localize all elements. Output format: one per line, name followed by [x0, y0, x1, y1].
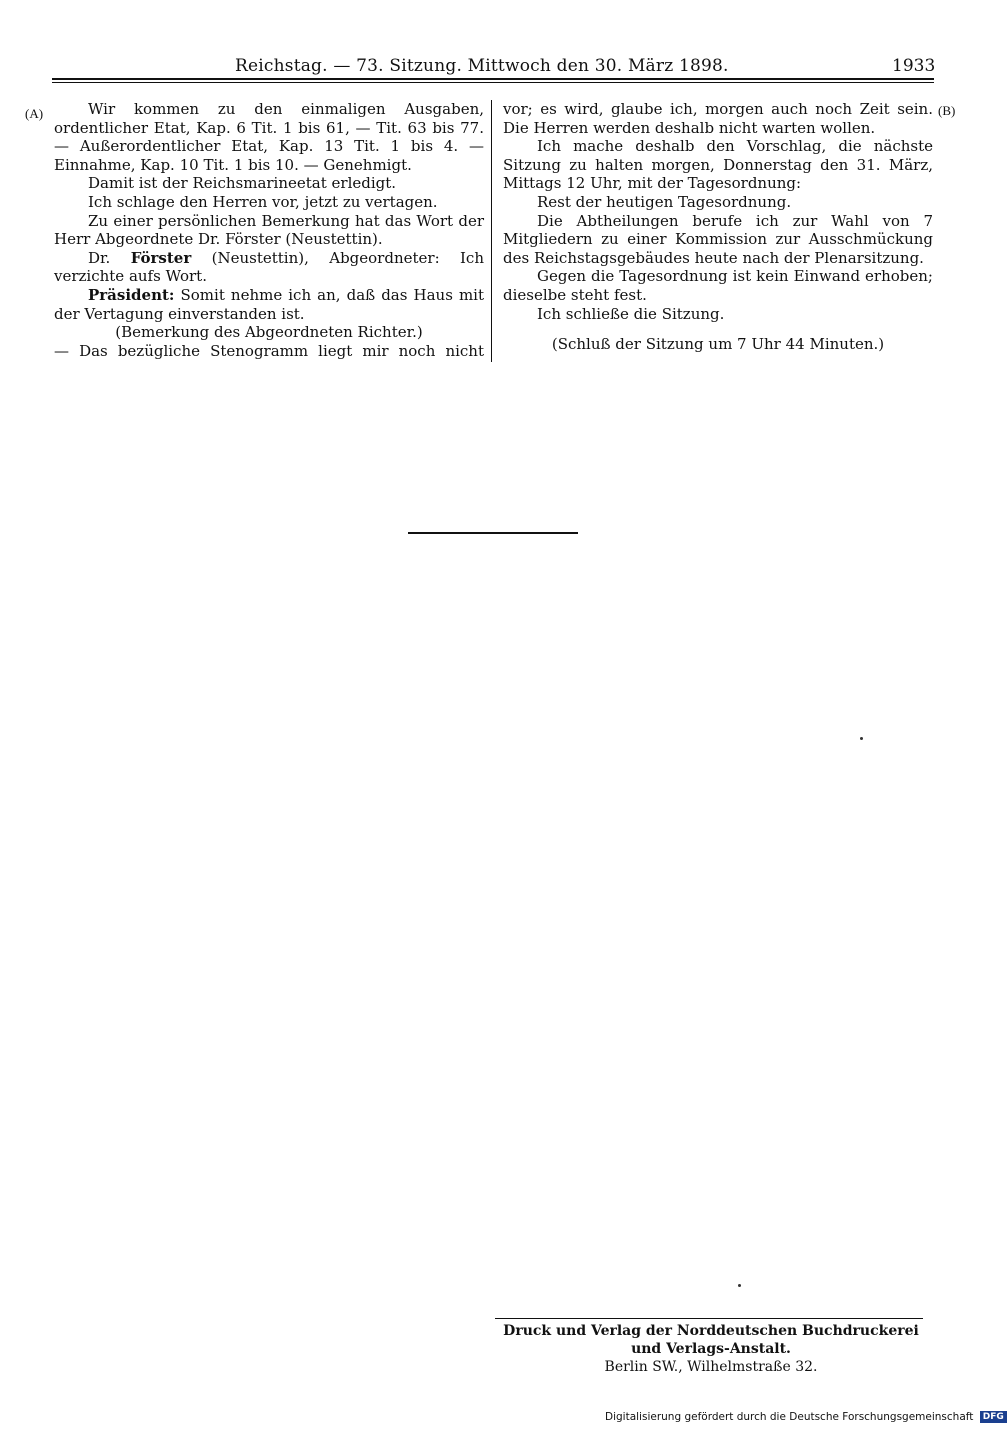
paragraph: Gegen die Tagesordnung ist kein Einwand erhoben; dieselbe steht fest. [503, 267, 933, 304]
paragraph: — Das bezügliche Stenogramm liegt mir noch nicht [54, 341, 484, 360]
page-number: 1933 [892, 56, 936, 76]
printer-imprint [495, 1322, 927, 1376]
paragraph: Wir kommen zu den einmaligen Ausgaben, ordentlicher Etat, Kap. 6 Tit. 1 bis 61, — Tit. 63 bis 77. — Außerordentlicher Etat, Kap. 13 Tit. 1 bis 4. — Einnahme, Kap. 10 Tit. 1 bis 10. — Genehmigt. [54, 100, 484, 174]
paragraph: Ich schließe die Sitzung. [537, 304, 725, 323]
paragraph: Die Abtheilungen berufe ich zur Wahl von 7 Mitgliedern zu einer Kommission zur Ausschmückung des Reichstagsgebäudes heute nach der Plenarsitzung. [503, 211, 933, 267]
margin-mark-b: (B) [938, 103, 956, 118]
paragraph [54, 249, 484, 286]
speech-text: (Neustettin), Abgeordneter: Ich verzichte aufs Wort. [54, 248, 484, 286]
dfg-logo: DFG [980, 1411, 1007, 1423]
left-column [54, 100, 484, 360]
paragraph: vor; es wird, glaube ich, morgen auch noch Zeit sein. Die Herren werden deshalb nicht warten wollen. [503, 100, 933, 137]
column-divider [491, 100, 492, 362]
end-rule [408, 532, 578, 534]
stage-direction: (Bemerkung des Abgeordneten Richter.) [115, 323, 423, 342]
speck [738, 1284, 741, 1287]
right-column [503, 100, 933, 354]
dfg-credit-text: Digitalisierung gefördert durch die Deutsche Forschungsgemeinschaft [605, 1411, 974, 1423]
paragraph: Zu einer persönlichen Bemerkung hat das Wort der Herr Abgeordnete Dr. Förster (Neustettin). [54, 211, 484, 249]
speaker-title: Dr. [88, 248, 131, 267]
paragraph [54, 286, 484, 323]
printer-line-2: Berlin SW., Wilhelmstraße 32. [604, 1359, 818, 1375]
paragraph: Damit ist der Reichsmarineetat erledigt. [88, 174, 397, 193]
header-title: Reichstag. — 73. Sitzung. Mittwoch den 30. März 1898. [235, 56, 729, 76]
paragraph: Ich schlage den Herren vor, jetzt zu vertagen. [88, 192, 438, 211]
paragraph: Rest der heutigen Tagesordnung. [537, 192, 792, 211]
speck [860, 737, 863, 740]
margin-mark-a: (A) [25, 106, 44, 121]
speaker-name: Förster [130, 248, 192, 267]
dfg-credit [605, 1411, 1004, 1423]
footer-rule [495, 1318, 923, 1319]
closing-note: (Schluß der Sitzung um 7 Uhr 44 Minuten.) [551, 335, 885, 354]
paragraph: Ich mache deshalb den Vorschlag, die nächste Sitzung zu halten morgen, Donnerstag den 31. März, Mittags 12 Uhr, mit der Tagesordnung: [503, 137, 933, 193]
speaker-name: Präsident: [88, 285, 175, 304]
header-rule-thin [52, 82, 934, 83]
printer-line-1: Druck und Verlag der Norddeutschen Buchdruckerei und Verlags-Anstalt. [503, 1323, 919, 1357]
header-rule-thick [52, 78, 934, 80]
speech-text: Somit nehme ich an, daß das Haus mit der Vertagung einverstanden ist. [54, 285, 484, 323]
